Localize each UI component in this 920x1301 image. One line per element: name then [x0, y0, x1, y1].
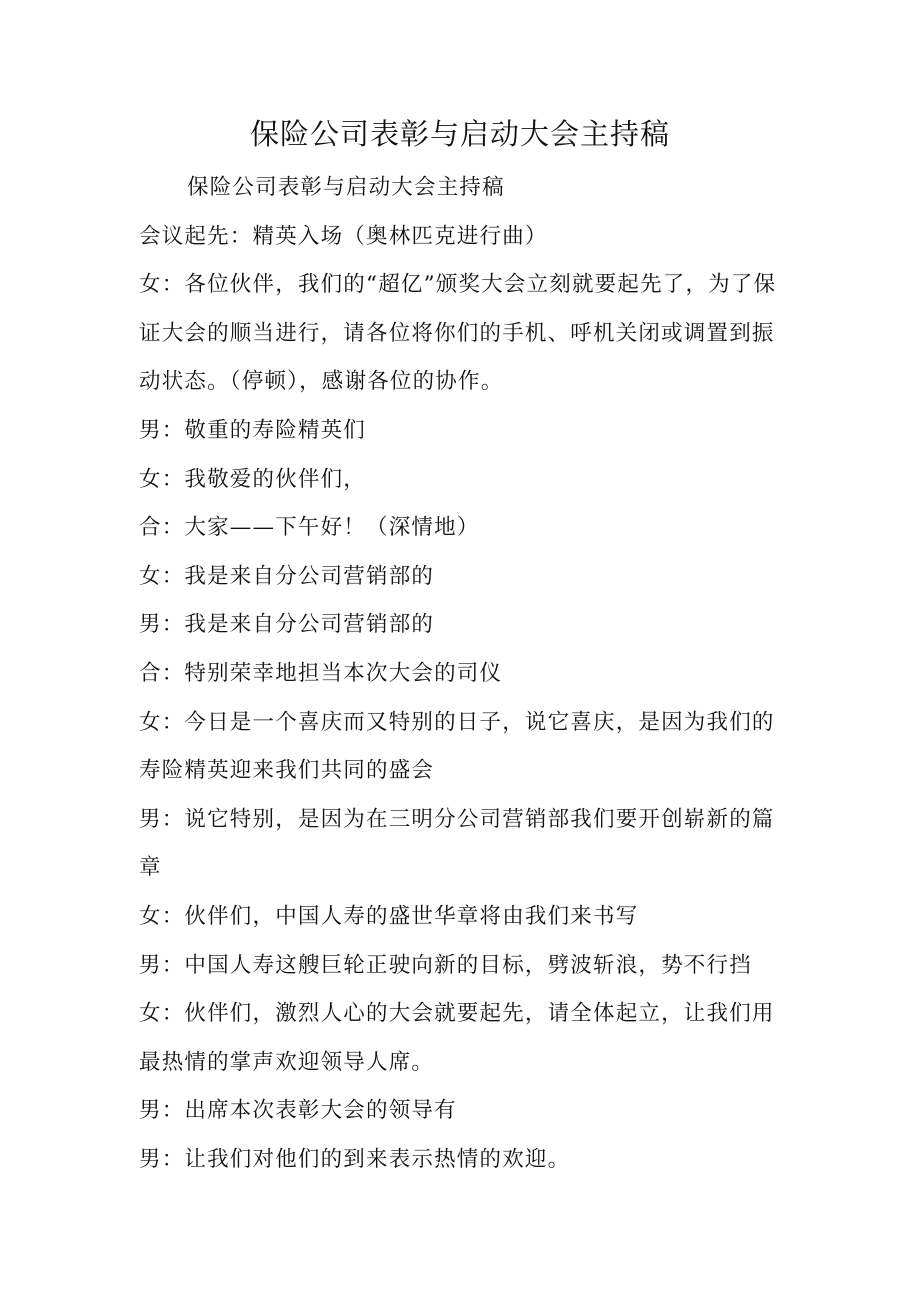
paragraph: 女：今日是一个喜庆而又特别的日子，说它喜庆，是因为我们的寿险精英迎来我们共同的盛会	[139, 709, 775, 784]
paragraph: 女：我敬爱的伙伴们，	[139, 466, 367, 492]
paragraph: 会议起先：精英入场（奥林匹克进行曲）	[139, 223, 548, 249]
paragraph: 合：特别荣幸地担当本次大会的司仪	[139, 660, 503, 686]
paragraph: 女：伙伴们，中国人寿的盛世华章将由我们来书写	[139, 903, 639, 929]
paragraph: 女：我是来自分公司营销部的	[139, 563, 435, 589]
paragraph: 男：敬重的寿险精英们	[139, 417, 367, 443]
paragraph: 合：大家——下午好！（深情地）	[139, 515, 480, 541]
paragraph: 男：我是来自分公司营销部的	[139, 612, 435, 638]
paragraph: 女：各位伙伴，我们的“超亿”颁奖大会立刻就要起先了，为了保证大会的顺当进行，请各位将你们的手机、呼机关闭或调置到振动状态。（停顿），感谢各位的协作。	[139, 272, 777, 395]
paragraph: 男：让我们对他们的到来表示热情的欢迎。	[139, 1146, 571, 1172]
paragraph: 男：出席本次表彰大会的领导有	[139, 1098, 457, 1124]
document-body	[139, 164, 789, 1184]
paragraph: 女：伙伴们，激烈人心的大会就要起先，请全体起立，让我们用最热情的掌声欢迎领导人席。	[139, 1001, 775, 1075]
paragraph: 男：中国人寿这艘巨轮正驶向新的目标，劈波斩浪，势不行挡	[139, 952, 752, 978]
document-title: 保险公司表彰与启动大会主持稿	[249, 117, 670, 151]
subtitle-paragraph: 保险公司表彰与启动大会主持稿	[187, 175, 505, 200]
paragraph: 男：说它特别，是因为在三明分公司营销部我们要开创崭新的篇章	[139, 806, 775, 881]
